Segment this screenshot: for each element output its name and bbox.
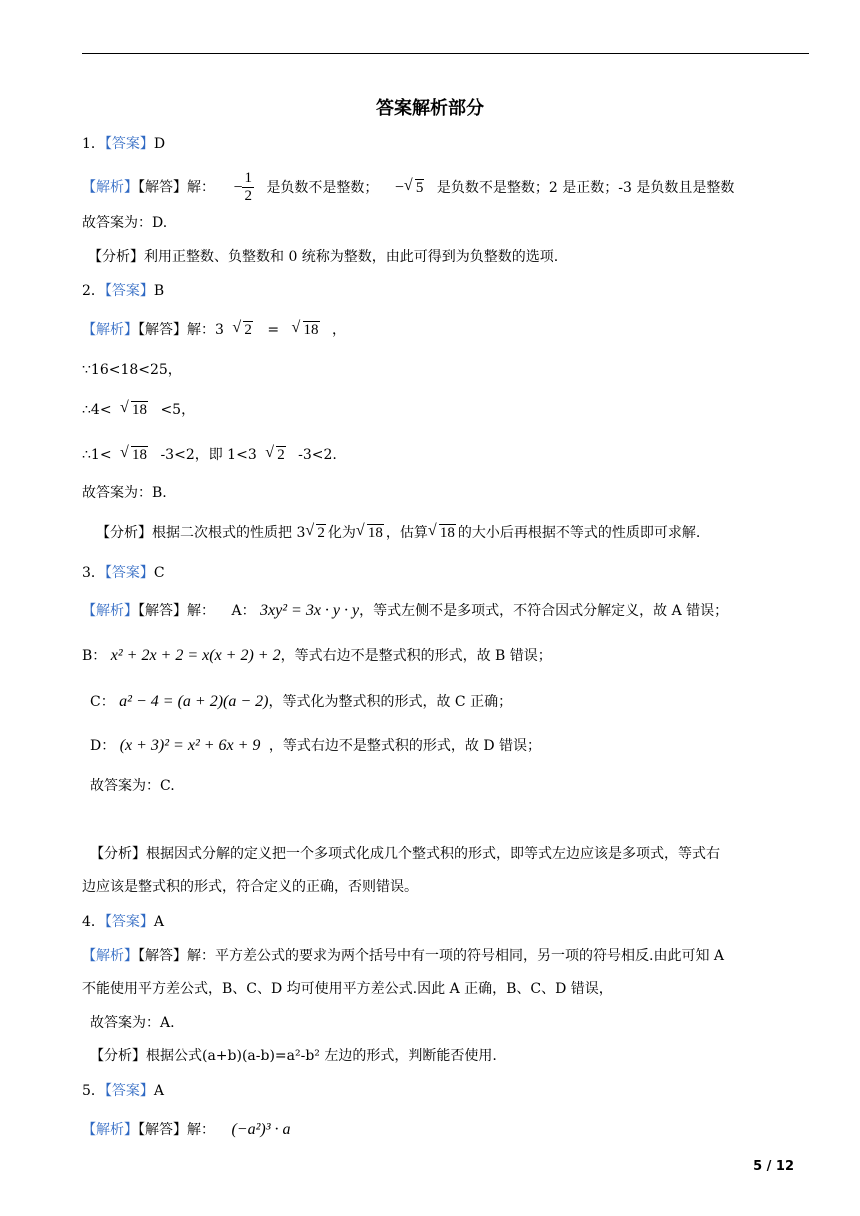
q5-jiexi-tag: 【解析】 (82, 1122, 138, 1138)
q4-so: 故答案为：A. (90, 1015, 175, 1031)
q2-sqrt18: √ 18 (294, 320, 320, 340)
q2-analysis (96, 523, 700, 543)
q3-d-expr: (x + 3)² = x² + 6x + 9 (119, 737, 261, 754)
q1-so: 故答案为：D. (82, 215, 168, 231)
q2-comma: ， (331, 322, 346, 338)
q3-analysis-1: 【分析】根据因式分解的定义把一个多项式化成几个整式积的形式，即等式左边应该是多项式，等式右 (90, 846, 720, 862)
q4-solution-2: 不能使用平方差公式，B、C、D 均可使用平方差公式.因此 A 正确，B、C、D 错误， (82, 981, 613, 997)
q3-option-d (90, 736, 541, 756)
q1-answer-tag: 【答案】 (104, 136, 154, 152)
q2-line2: ∵16<18<25， (82, 362, 182, 378)
q2-sqrt18-c: √ 18 (122, 445, 148, 465)
q3-answer: C (153, 565, 165, 581)
q3-c-expr: a² − 4 = (a + 2)(a − 2) (119, 693, 269, 710)
q2-analysis-d: 的大小后再根据不等式的性质即可求解. (457, 525, 701, 541)
q5-answer-line (82, 1081, 164, 1101)
q3-answer-line (82, 563, 165, 583)
q2-jieda-tag: 【解答】解：3 (138, 322, 224, 338)
q3-d-label: D： (90, 738, 116, 754)
q3-c-text: ，等式化为整式积的形式，故 C 正确； (268, 694, 513, 710)
q1-analysis: 【分析】利用正整数、负整数和 0 统称为整数，由此可得到为负整数的选项. (88, 249, 559, 265)
q2-answer-tag: 【答案】 (104, 283, 154, 299)
q1-jieda-tag: 【解答】解： (138, 179, 215, 196)
page-number: 5 / 12 (753, 1159, 794, 1174)
header-rule (82, 53, 809, 54)
q1-text1: 是负数不是整数； (266, 179, 379, 196)
q4-answer-line (82, 912, 164, 932)
q3-b-label: B： (82, 648, 107, 664)
q2-line3-a: ∴4< (82, 402, 112, 418)
q2-an-sqrt18: √ 18 (358, 523, 384, 543)
q5-solution (82, 1120, 291, 1140)
q2-analysis-a: 【分析】根据二次根式的性质把 3 (96, 525, 306, 541)
q2-line4-b: -3<2，即 1<3 (160, 447, 257, 463)
q5-expr: (−a²)³ · a (231, 1121, 291, 1138)
q4-analysis: 【分析】根据公式(a+b)(a-b)=a²-b² 左边的形式，判断能否使用. (90, 1048, 497, 1064)
q3-answer-tag: 【答案】 (104, 565, 154, 581)
q4-answer: A (153, 914, 165, 930)
q3-b-expr: x² + 2x + 2 = x(x + 2) + 2 (110, 647, 281, 664)
q4-jiexi-tag: 【解析】 (82, 948, 138, 964)
q3-b-text: ，等式右边不是整式积的形式，故 B 错误； (280, 648, 552, 664)
q1-minus-sign: − (233, 178, 243, 196)
q1-fraction: $\frac{1}{2}$ (244, 170, 252, 204)
q2-answer: B (153, 283, 165, 299)
q2-line3-b: <5， (160, 402, 196, 418)
q2-line4-a: ∴1< (82, 447, 112, 463)
q1-text2: 是负数不是整数；2 是正数；-3 是负数且是整数 (436, 179, 735, 196)
q3-number: 3． (82, 565, 105, 581)
q3-analysis-2: 边应该是整式积的形式，符合定义的正确，否则错误。 (82, 879, 418, 895)
q2-line3 (82, 400, 195, 420)
q3-a-text: ，等式左侧不是多项式，不符合因式分解定义，故 A 错误； (359, 603, 729, 619)
q5-jieda-tag: 【解答】解： (138, 1122, 215, 1138)
q5-answer-tag: 【答案】 (104, 1083, 154, 1099)
q3-a-label: A： (231, 603, 256, 619)
q2-analysis-b: 化为 (327, 525, 356, 541)
q2-line4-c: -3<2. (298, 447, 337, 463)
q2-jiexi-tag: 【解析】 (82, 322, 138, 338)
q2-line4 (82, 445, 337, 465)
q3-so: 故答案为：C. (90, 778, 175, 794)
q3-a-expr: 3xy² = 3x · y · y (260, 602, 360, 619)
q3-jiexi-tag: 【解析】 (82, 603, 138, 619)
q1-answer: D (153, 136, 166, 152)
q1-answer-line (82, 134, 165, 154)
q3-option-a (82, 601, 728, 621)
q2-sqrt18-b: √ 18 (122, 400, 148, 420)
q2-analysis-c: ，估算 (385, 525, 428, 541)
q2-solution (82, 320, 346, 340)
q1-number: 1． (82, 136, 105, 152)
q3-c-label: C： (90, 694, 115, 710)
q3-option-b (82, 646, 552, 666)
q1-sqrt5: √ 5 (406, 178, 425, 198)
page-title: 答案解析部分 (376, 98, 484, 119)
q2-an-sqrt2: √ 2 (307, 523, 326, 543)
q5-number: 5． (82, 1083, 105, 1099)
q2-sqrt2-b: √ 2 (267, 445, 286, 465)
q5-answer: A (153, 1083, 165, 1099)
q4-solution-1 (82, 946, 724, 966)
q1-jiexi-tag: 【解析】 (82, 179, 138, 196)
q4-jieda-1: 【解答】解：平方差公式的要求为两个括号中有一项的符号相同，另一项的符号相反.由此可知 A (138, 948, 725, 964)
q4-number: 4． (82, 914, 105, 930)
q2-sqrt2: √ 2 (234, 320, 253, 340)
q2-number: 2． (82, 283, 105, 299)
q2-so: 故答案为：B. (82, 485, 167, 501)
q3-option-c (90, 692, 512, 712)
q1-minus-sign-2: − (394, 178, 404, 196)
q2-equals: = (267, 322, 280, 338)
q1-solution (82, 170, 734, 205)
q3-jieda-tag: 【解答】解： (138, 603, 215, 619)
q4-answer-tag: 【答案】 (104, 914, 154, 930)
q2-an-sqrt18-b: √ 18 (430, 523, 456, 543)
q3-d-text: ，等式右边不是整式积的形式，故 D 错误； (268, 738, 542, 754)
q2-answer-line (82, 281, 164, 301)
